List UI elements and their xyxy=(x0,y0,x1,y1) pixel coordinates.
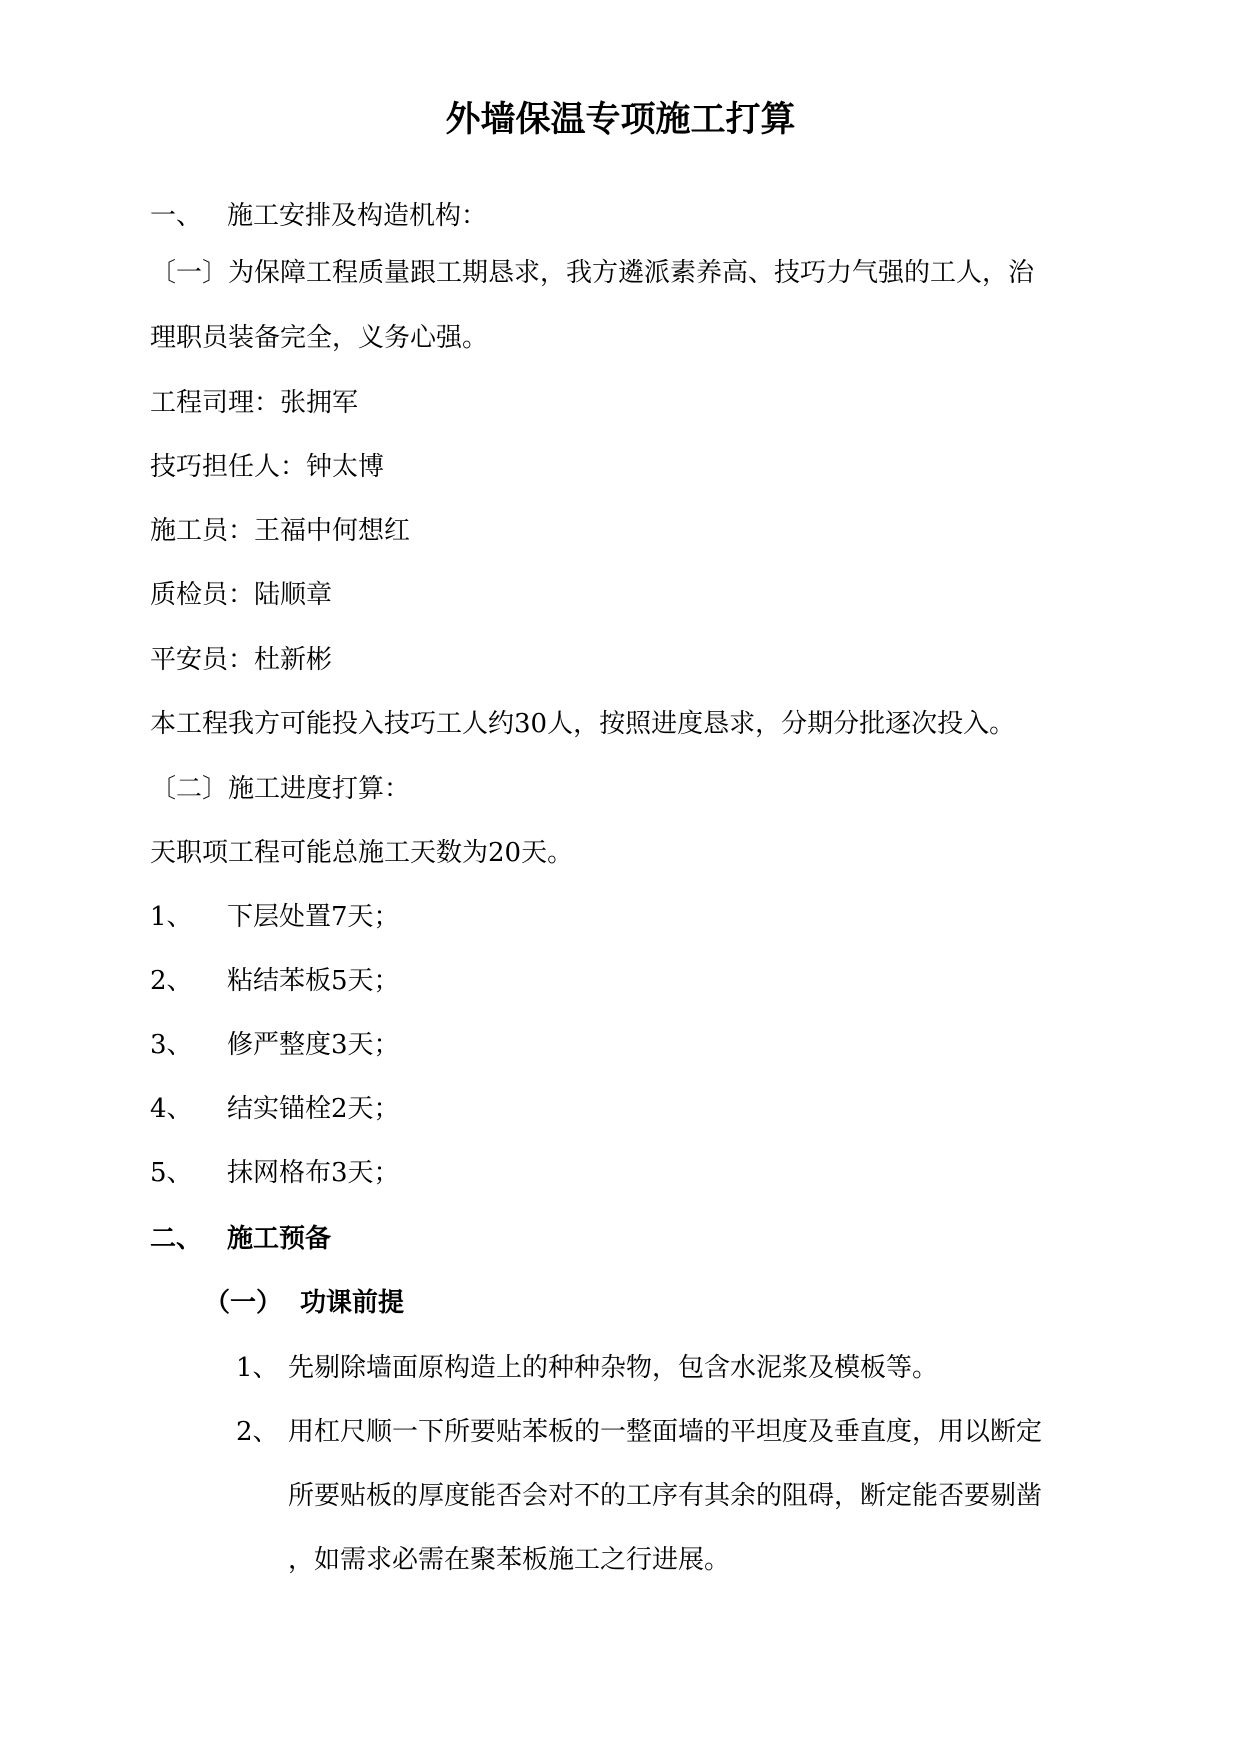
schedule-item-text: 下层处置7天； xyxy=(227,902,400,932)
workers-note: 本工程我方可能投入技巧工人约30人，按照进度恳求，分期分批逐次投入。 xyxy=(150,709,1016,739)
document-title: 外墙保温专项施工打算 xyxy=(445,100,796,140)
schedule-heading: 〔二〕施工进度打算： xyxy=(150,774,411,804)
subsection-heading: 功课前提 xyxy=(300,1288,405,1318)
schedule-item-number: 2、 xyxy=(150,966,193,996)
prep-item-number: 2、 xyxy=(236,1417,279,1447)
schedule-item-number: 5、 xyxy=(150,1158,193,1188)
prep-item-number: 1、 xyxy=(236,1353,279,1383)
staff-safety-officer: 平安员：杜新彬 xyxy=(150,645,333,675)
staff-project-manager: 工程司理：张拥军 xyxy=(150,388,359,418)
prep-item-continuation: 所要贴板的厚度能否会对不的工序有其余的阻碍，断定能否要剔凿 xyxy=(288,1481,1043,1511)
prep-item-continuation: ，如需求必需在聚苯板施工之行进展。 xyxy=(288,1545,731,1575)
schedule-item-number: 1、 xyxy=(150,902,193,932)
section1-heading: 施工安排及构造机构： xyxy=(227,201,488,231)
intro-paragraph-line2: 理职员装备完全，义务心强。 xyxy=(150,323,489,353)
schedule-item-number: 3、 xyxy=(150,1030,193,1060)
schedule-item-text: 结实锚栓2天； xyxy=(227,1094,400,1124)
staff-construction-worker: 施工员：王福中何想红 xyxy=(150,516,411,546)
prep-item-text: 先剔除墙面原构造上的种种杂物，包含水泥浆及模板等。 xyxy=(288,1353,939,1383)
schedule-item-text: 粘结苯板5天； xyxy=(227,966,400,996)
schedule-item-text: 修严整度3天； xyxy=(227,1030,400,1060)
intro-paragraph-line1: 〔一〕为保障工程质量跟工期恳求，我方遴派素养高、技巧力气强的工人，治 xyxy=(150,258,1035,288)
schedule-item-number: 4、 xyxy=(150,1094,193,1124)
section1-number: 一、 xyxy=(150,201,203,231)
prep-item-text: 用杠尺顺一下所要贴苯板的一整面墙的平坦度及垂直度，用以断定 xyxy=(288,1417,1043,1447)
schedule-total: 天职项工程可能总施工天数为20天。 xyxy=(150,838,574,868)
staff-technical-lead: 技巧担任人：钟太博 xyxy=(150,452,385,482)
section2-heading: 施工预备 xyxy=(227,1224,332,1254)
subsection-number: （一） xyxy=(204,1288,283,1318)
staff-quality-inspector: 质检员：陆顺章 xyxy=(150,580,333,610)
section2-number: 二、 xyxy=(150,1224,203,1254)
schedule-item-text: 抹网格布3天； xyxy=(227,1158,400,1188)
